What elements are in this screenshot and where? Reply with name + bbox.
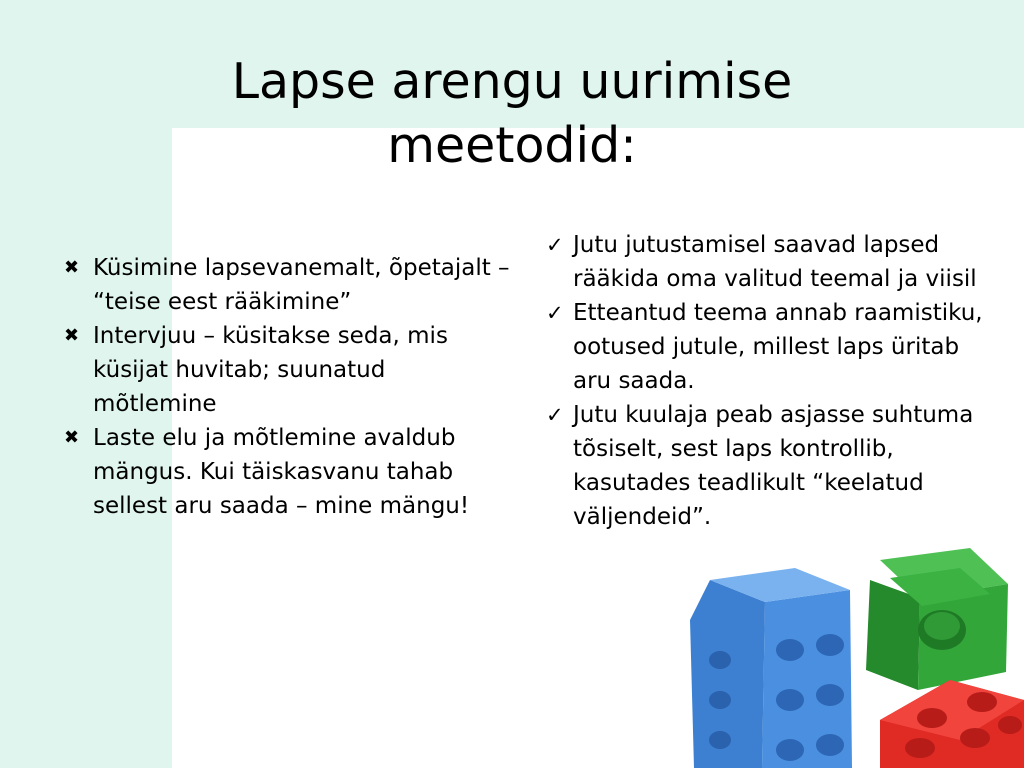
- title-line-1: Lapse arengu uurimise: [231, 53, 793, 110]
- x-bullet-icon: ✖: [64, 325, 80, 346]
- checkmark-bullet-icon: ✓: [546, 301, 564, 325]
- right-bullet-list: [546, 228, 996, 534]
- list-item: [546, 398, 996, 534]
- blue-lego-block-icon: [690, 568, 852, 768]
- list-item-text: Etteantud teema annab raamistiku, ootused jutule, millest laps üritab aru saada.: [573, 300, 983, 394]
- list-item: [546, 228, 996, 296]
- list-item-text: Jutu kuulaja peab asjasse suhtuma tõsiselt, sest laps kontrollib, kasutades teadlikult “keelatud väljendeid”.: [573, 402, 974, 530]
- lego-blocks-illustration: [590, 540, 1024, 768]
- list-item-text: Küsimine lapsevanemalt, õpetajalt – “teise eest rääkimine”: [93, 255, 510, 315]
- list-item: [62, 251, 512, 319]
- list-item: [546, 296, 996, 398]
- x-bullet-icon: ✖: [64, 257, 80, 278]
- list-item-text: Intervjuu – küsitakse seda, mis küsijat huvitab; suunatud mõtlemine: [93, 323, 448, 417]
- slide-title: [160, 50, 864, 178]
- checkmark-bullet-icon: ✓: [546, 403, 564, 427]
- list-item: [62, 319, 512, 421]
- list-item-text: Jutu jutustamisel saavad lapsed rääkida oma valitud teemal ja viisil: [573, 232, 977, 292]
- x-bullet-icon: ✖: [64, 427, 80, 448]
- left-bullet-list: [62, 251, 512, 523]
- red-lego-block-icon: [880, 680, 1024, 768]
- checkmark-bullet-icon: ✓: [546, 233, 564, 257]
- green-lego-block-icon: [866, 548, 1008, 690]
- list-item: [62, 421, 512, 523]
- list-item-text: Laste elu ja mõtlemine avaldub mängus. Kui täiskasvanu tahab sellest aru saada – mine mängu!: [93, 425, 470, 519]
- title-line-2: meetodid:: [387, 117, 637, 174]
